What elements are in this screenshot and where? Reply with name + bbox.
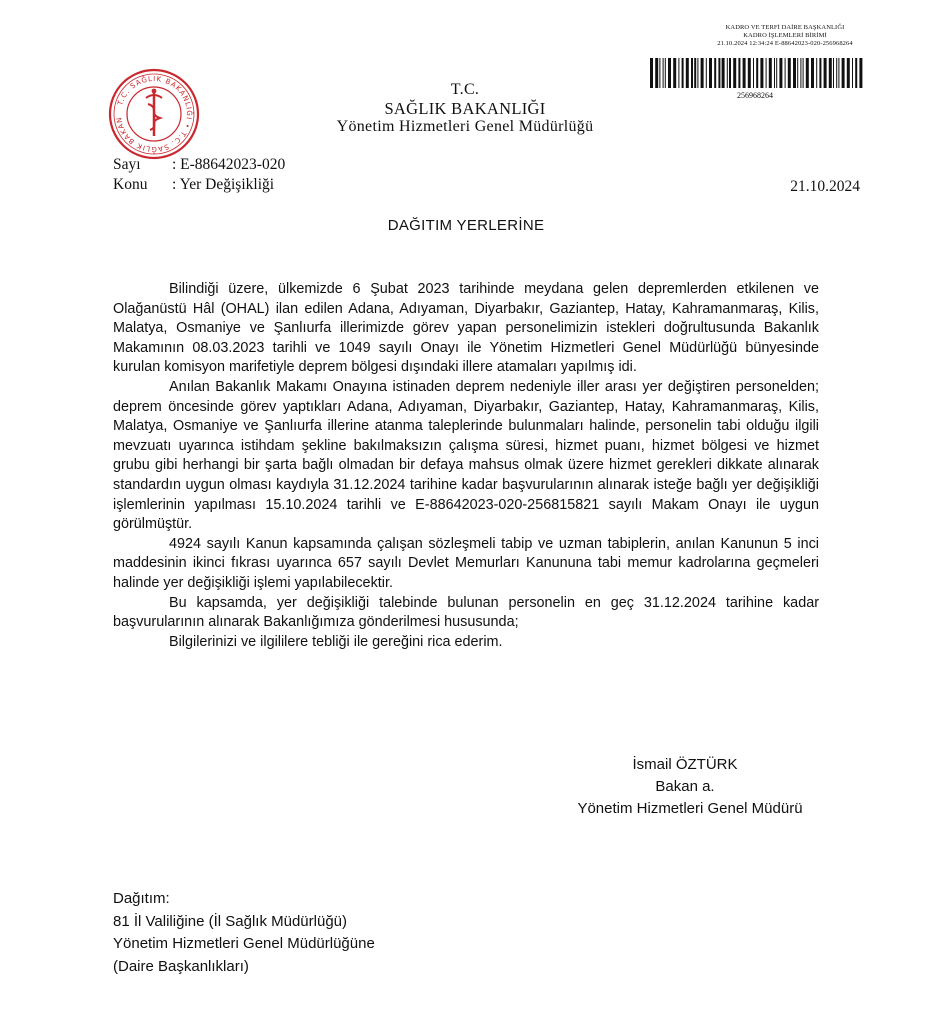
konu-value: : Yer Değişikliği	[172, 176, 275, 193]
barcode-bar	[729, 58, 731, 88]
barcode-bar	[859, 58, 862, 88]
svg-text:T.C. SAĞLIK BAKANLIĞI • T.C. S: T.C. SAĞLIK BAKANLIĞI • T.C. SAĞLIK BAKAN	[115, 74, 194, 154]
barcode-bar	[756, 58, 758, 88]
barcode-number: 256968264	[737, 91, 773, 100]
barcode-bar	[829, 58, 832, 88]
barcode-bar	[769, 58, 772, 88]
barcode-bar	[836, 58, 837, 88]
barcode-bar	[855, 58, 857, 88]
signatory-title: Yönetim Hizmetleri Genel Müdürü	[577, 800, 803, 817]
header-ministry: SAĞLIK BAKANLIĞI	[384, 99, 546, 118]
paragraph-3: 4924 sayılı Kanun kapsamında çalışan sözleşmeli tabip ve uzman tabiplerin, anılan Kanunun 5 inci maddesinin ikinci fıkrası uyarınca 657 sayılı Devlet Memurları Kanununa tabi memur kadrolarına geçmeleri halinde yer değişikliği işlemi yapılabilecektir.	[113, 535, 819, 591]
barcode-bar	[819, 58, 821, 88]
barcode-bar	[686, 58, 689, 88]
paragraph-5: Bilgilerinizi ve ilgililere tebliği ile gereğini rica ederim.	[169, 633, 503, 650]
barcode-bar	[753, 58, 754, 88]
header-tc: T.C.	[450, 81, 480, 98]
signatory-name: İsmail ÖZTÜRK	[632, 756, 738, 773]
barcode-bar	[776, 58, 777, 88]
paragraph-1: Bilindiği üzere, ülkemizde 6 Şubat 2023 tarihinde meydana gelen depremlerden etkilenen ve Olağanüstü Hâl (OHAL) ilan edilen Adana, Adıyaman, Diyarbakır, Gaziantep, Hatay, Kahramanmaraş, Kilis, Malatya, Osmaniye ve Şanlıurfa illerimizde görev yapan personelimizin istekleri doğrultusunda Bakanlık Makamının 08.03.2023 tarihli ve 1049 sayılı Onayı ile Yönetim Hizmetleri Genel Müdürlüğü bünyesinde kurulan komisyon marifetiyle deprem bölgesi dışındaki illere atamaları yapılmış idi.	[113, 281, 819, 376]
barcode-bar	[733, 58, 736, 88]
barcode-bar	[766, 58, 767, 88]
barcode-bar	[709, 58, 712, 88]
distribution-item: 81 İl Valiliğine (İl Sağlık Müdürlüğü)	[113, 913, 348, 930]
barcode-bar	[727, 58, 728, 88]
addressee-title: DAĞITIM YERLERİNE	[387, 217, 545, 234]
barcode-bar	[852, 58, 853, 88]
barcode-bar	[718, 58, 720, 88]
barcode-line-3: 21.10.2024 12:34:24 E-88642023-020-256968264	[717, 40, 853, 47]
barcode-bar	[800, 58, 801, 88]
barcode-bar	[697, 58, 698, 88]
letter-body	[113, 280, 819, 652]
barcode-bar	[722, 58, 725, 88]
document-date: 21.10.2024	[790, 178, 860, 195]
barcode-header	[680, 24, 890, 48]
barcode-bar	[738, 58, 740, 88]
sayi-value: : E-88642023-020	[172, 156, 286, 173]
distribution-item: Yönetim Hizmetleri Genel Müdürlüğüne	[113, 935, 375, 952]
barcode-bar	[706, 58, 707, 88]
barcode-bar	[793, 58, 796, 88]
barcode-bar	[779, 58, 782, 88]
distribution-heading: Dağıtım:	[113, 890, 170, 907]
barcode-bar	[838, 58, 839, 88]
konu-label: Konu	[113, 176, 148, 193]
barcode-bar	[743, 58, 746, 88]
barcode-bar	[811, 58, 814, 88]
barcode-bar	[701, 58, 704, 88]
barcode-bar	[785, 58, 786, 88]
barcode-bar	[824, 58, 827, 88]
distribution-item: (Daire Başkanlıkları)	[113, 958, 249, 975]
barcode-bar	[788, 58, 791, 88]
barcode-bar	[842, 58, 845, 88]
barcode-line-1: KADRO VE TERFİ DAİRE BAŞKANLIĞI	[725, 24, 845, 31]
barcode-bar	[694, 58, 696, 88]
header-directorate: Yönetim Hizmetleri Genel Müdürlüğü	[336, 118, 594, 135]
barcode-bar	[803, 58, 804, 88]
paragraph-2: Anılan Bakanlık Makamı Onayına istinaden deprem nedeniyle iller arası yer değiştiren personelden; deprem öncesinde görev yaptıkları Adana, Adıyaman, Diyarbakır, Gaziantep, Hatay, Kahramanmaraş, Kilis, Malatya, Osmaniye ve Şanlıurfa illerine atanma taleplerinde bulunmaları halinde, personelin tabi olduğu ilgili mevzuatı uyarınca istihdam şekline bakılmaksızın çalışma süresi, hizmet puanı, hizmet bölgesi ve hizmet grubu gibi herhangi bir şarta bağlı olmadan bir defaya mahsus olmak üzere hizmet gerekleri dikkate alınarak standardın uygun olması kaydıyla 31.12.2024 tarihine kadar başvurularının alınarak isteğe bağlı yer değişikliği işlemlerinin yapılması 15.10.2024 tarihli ve E-88642023-020-256815821 sayılı Makam Onayı ile uygun görülmüştür.	[113, 378, 819, 533]
barcode-bar	[833, 58, 834, 88]
barcode-bar	[797, 58, 798, 88]
barcode-bar	[691, 58, 693, 88]
barcode-bar	[806, 58, 809, 88]
barcode-bar	[682, 58, 684, 88]
paragraph-4: Bu kapsamda, yer değişikliği talebinde bulunan personelin en geç 31.12.2024 tarihine kadar başvurularının alınarak Bakanlığımıza gönderilmesi hususunda;	[113, 594, 819, 631]
barcode-bar	[760, 58, 763, 88]
barcode-bar	[774, 58, 775, 88]
sayi-label: Sayı	[113, 156, 141, 173]
barcode-bar	[714, 58, 716, 88]
signatory-role: Bakan a.	[655, 778, 715, 795]
barcode-line-2: KADRO İŞLEMLERİ BİRİMİ	[743, 32, 827, 39]
ministry-seal-logo	[108, 68, 200, 160]
barcode-bar	[847, 58, 850, 88]
barcode-bar	[748, 58, 751, 88]
barcode-bar	[816, 58, 817, 88]
barcode	[650, 58, 865, 88]
